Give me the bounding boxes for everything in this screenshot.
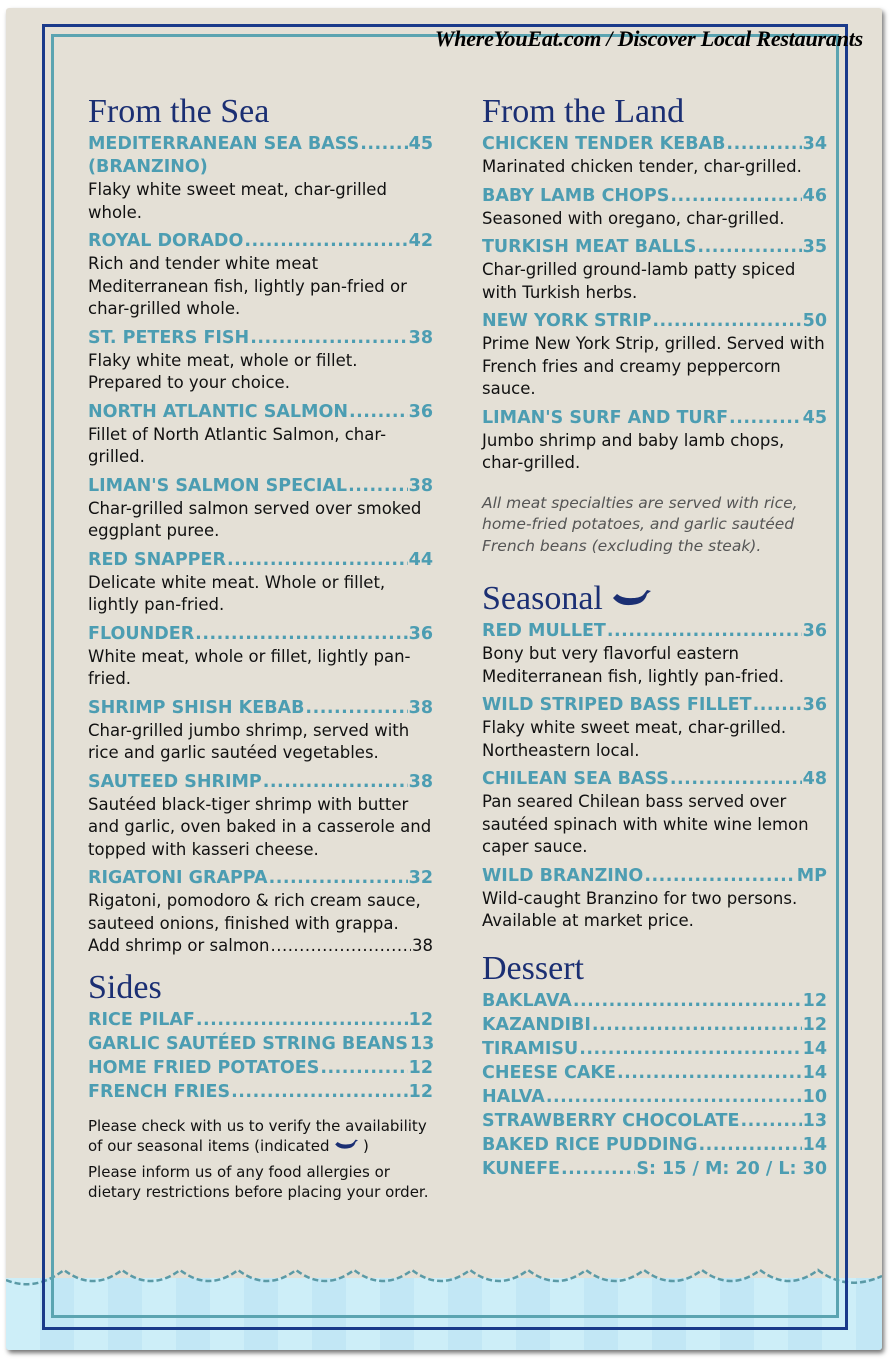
section-title-sides: Sides xyxy=(88,968,162,1006)
menu-item xyxy=(88,1033,433,1056)
item-name: ST. PETERS FISH xyxy=(88,327,250,348)
item-description: Rigatoni, pomodoro & rich cream sauce, sauteed onions, finished with grappa. xyxy=(88,891,421,933)
menu-item xyxy=(88,771,433,862)
menu-item xyxy=(482,133,827,179)
dot-leader xyxy=(250,327,407,350)
menu-item-header xyxy=(88,1033,433,1056)
dot-leader xyxy=(195,623,407,646)
dot-leader xyxy=(320,1057,407,1080)
item-description: Flaky white sweet meat, char-grilled whole. xyxy=(88,180,387,222)
dot-leader xyxy=(726,133,801,156)
menu-item-header xyxy=(88,1009,433,1032)
item-price: 45 xyxy=(802,407,827,428)
item-name: HALVA xyxy=(482,1086,545,1107)
item-price: 48 xyxy=(802,769,827,789)
item-price: 14 xyxy=(802,1134,827,1155)
item-name: RICE PILAF xyxy=(88,1009,195,1030)
item-price: 12 xyxy=(408,1009,433,1030)
item-price: 10 xyxy=(802,1086,827,1107)
menu-item xyxy=(88,475,433,543)
item-description: White meat, whole or fillet, lightly pan-fried. xyxy=(88,646,411,688)
item-description: Char-grilled jumbo shrimp, served with rice and garlic sautéed vegetables. xyxy=(88,720,410,762)
item-name: ROYAL DORADO xyxy=(88,231,244,251)
dot-leader xyxy=(740,1110,801,1133)
item-price: 36 xyxy=(408,623,433,644)
item-name: LIMAN'S SALMON SPECIAL xyxy=(88,475,348,496)
item-name: CHEESE CAKE xyxy=(482,1062,616,1083)
item-price: 13 xyxy=(409,1033,435,1054)
item-price: 42 xyxy=(408,231,433,251)
footnotes xyxy=(88,1116,433,1202)
allergy-note: Please inform us of any food allergies or dietary restrictions before placing your order. xyxy=(88,1162,429,1201)
item-name: STRAWBERRY CHOCOLATE xyxy=(482,1110,740,1131)
menu-item-header xyxy=(88,867,433,890)
menu-item-header xyxy=(482,1158,827,1181)
item-price: S: 15 / M: 20 / L: 30 xyxy=(636,1158,827,1179)
section-title-sea: From the Sea xyxy=(88,93,270,130)
dot-leader xyxy=(699,1134,802,1157)
dot-leader xyxy=(573,990,802,1013)
menu-item xyxy=(482,694,827,762)
dot-leader xyxy=(231,1081,408,1104)
menu-item-header xyxy=(88,327,433,350)
menu-item xyxy=(482,236,827,304)
section-title-seasonal xyxy=(482,579,827,619)
dot-leader xyxy=(244,230,407,253)
item-description: Flaky white meat, whole or fillet. Prepared to your choice. xyxy=(88,350,358,392)
menu-item-header xyxy=(88,623,433,646)
addon-row xyxy=(88,935,433,958)
dot-leader xyxy=(644,865,795,888)
item-description: Prime New York Strip, grilled. Served with French fries and creamy peppercorn sauce. xyxy=(482,334,825,398)
item-price: 32 xyxy=(408,868,433,888)
menu-item xyxy=(88,623,433,691)
item-price: MP xyxy=(796,865,827,886)
menu-item xyxy=(88,1081,433,1104)
menu-item-header xyxy=(88,401,433,424)
menu-item xyxy=(482,1134,827,1157)
item-description: Delicate white meat. Whole or fillet, lightly pan-fried. xyxy=(88,572,386,614)
menu-item xyxy=(482,990,827,1013)
item-name: RIGATONI GRAPPA xyxy=(88,868,268,888)
menu-item xyxy=(482,865,827,933)
menu-item xyxy=(482,185,827,231)
item-name: KAZANDIBI xyxy=(482,1014,591,1035)
item-name: CHICKEN TENDER KEBAB xyxy=(482,134,726,154)
dot-leader xyxy=(561,1158,635,1181)
item-name: BAKED RICE PUDDING xyxy=(482,1134,698,1155)
item-description: Fillet of North Atlantic Salmon, char-grilled. xyxy=(88,424,387,466)
menu-item-header xyxy=(88,771,433,794)
item-name: KUNEFE xyxy=(482,1158,560,1179)
menu-item-header xyxy=(88,1081,433,1104)
menu-item-header xyxy=(482,990,827,1013)
dot-leader xyxy=(360,133,407,156)
item-name: BABY LAMB CHOPS xyxy=(482,185,670,206)
right-column xyxy=(482,92,827,1182)
seasonal-title-text: Seasonal xyxy=(482,580,603,617)
item-name: NORTH ATLANTIC SALMON xyxy=(88,401,348,422)
menu-item xyxy=(88,549,433,617)
dot-leader xyxy=(592,1014,802,1037)
menu-item-header xyxy=(482,1062,827,1085)
item-price: 38 xyxy=(408,327,433,348)
dot-leader xyxy=(670,185,801,208)
item-description: Char-grilled ground-lamb patty spiced with Turkish herbs. xyxy=(482,260,796,302)
menu-item xyxy=(482,1062,827,1085)
menu-item xyxy=(88,230,433,321)
item-price: 14 xyxy=(802,1038,827,1059)
dot-leader xyxy=(196,1009,408,1032)
watermark-banner: WhereYouEat.com / Discover Local Restaurants xyxy=(434,26,863,51)
menu-item-header xyxy=(482,1086,827,1109)
item-price: 38 xyxy=(408,771,433,792)
item-name: BAKLAVA xyxy=(482,990,572,1011)
menu-item xyxy=(482,1014,827,1037)
menu-item-header xyxy=(482,1110,827,1133)
menu-item xyxy=(88,327,433,395)
menu-item-header xyxy=(482,407,827,430)
item-name: NEW YORK STRIP xyxy=(482,311,652,331)
menu-item-header xyxy=(482,865,827,888)
menu-item xyxy=(482,1110,827,1133)
seasonal-list xyxy=(482,620,827,933)
section-title-dessert: Dessert xyxy=(482,949,584,987)
item-description: Char-grilled salmon served over smoked eggplant puree. xyxy=(88,498,422,540)
menu-item-header xyxy=(482,236,827,259)
item-description: Seasoned with oregano, char-grilled. xyxy=(482,208,785,228)
menu-item xyxy=(88,867,433,958)
menu-item-header xyxy=(88,133,433,156)
item-price: 34 xyxy=(802,134,827,154)
item-price: 46 xyxy=(802,185,827,206)
item-price: 12 xyxy=(802,1014,827,1035)
item-name: TURKISH MEAT BALLS xyxy=(482,237,697,257)
item-description: Jumbo shrimp and baby lamb chops, char-grilled. xyxy=(482,430,785,472)
whale-icon xyxy=(334,1139,358,1151)
item-description: Marinated chicken tender, char-grilled. xyxy=(482,157,802,176)
menu-item xyxy=(482,1038,827,1061)
menu-item xyxy=(88,1009,433,1032)
dot-leader xyxy=(227,549,408,572)
menu-item-header xyxy=(482,620,827,643)
item-name-continued: (BRANZINO) xyxy=(88,157,208,177)
dot-leader xyxy=(753,694,802,717)
item-price: 12 xyxy=(408,1081,433,1102)
dot-leader xyxy=(579,1038,801,1061)
addon-price: 38 xyxy=(412,936,433,955)
dot-leader xyxy=(617,1062,802,1085)
menu-item-header xyxy=(88,475,433,498)
item-price: 35 xyxy=(802,237,827,257)
item-description: Bony but very flavorful eastern Mediterranean fish, lightly pan-fried. xyxy=(482,644,785,686)
item-description: Pan seared Chilean bass served over sautéed spinach with white wine lemon caper sauce. xyxy=(482,792,809,856)
menu-item-header xyxy=(482,1014,827,1037)
menu-item xyxy=(88,401,433,469)
item-price: 12 xyxy=(408,1057,433,1078)
item-name: MEDITERRANEAN SEA BASS xyxy=(88,134,360,154)
item-name: TIRAMISU xyxy=(482,1038,579,1059)
item-price: 38 xyxy=(408,697,433,718)
item-price: 38 xyxy=(408,475,433,496)
menu-item xyxy=(482,620,827,688)
dot-leader xyxy=(305,697,407,720)
item-name: RED MULLET xyxy=(482,621,606,641)
note-paren: ) xyxy=(363,1136,369,1155)
menu-item-header xyxy=(482,133,827,156)
menu-item-header xyxy=(88,230,433,253)
item-name: FLOUNDER xyxy=(88,623,195,644)
item-name: FRENCH FRIES xyxy=(88,1081,231,1102)
menu-item-header xyxy=(482,185,827,208)
menu-item xyxy=(88,1057,433,1080)
item-price: 36 xyxy=(802,621,827,641)
dot-leader xyxy=(670,768,802,791)
menu-item-header xyxy=(482,1038,827,1061)
dot-leader xyxy=(607,620,802,643)
item-name: SHRIMP SHISH KEBAB xyxy=(88,697,305,718)
menu-item xyxy=(482,1086,827,1109)
menu-item xyxy=(482,407,827,475)
menu-item-header xyxy=(88,549,433,572)
menu-item-header xyxy=(482,310,827,333)
item-price: 14 xyxy=(802,1062,827,1083)
menu-item xyxy=(482,1158,827,1181)
menu-item xyxy=(482,768,827,859)
item-name: SAUTEED SHRIMP xyxy=(88,771,262,792)
menu-item-header xyxy=(482,1134,827,1157)
item-description: Wild-caught Branzino for two persons. Available at market price. xyxy=(482,888,798,930)
item-name: CHILEAN SEA BASS xyxy=(482,769,669,789)
dot-leader xyxy=(263,771,408,794)
dot-leader xyxy=(729,407,802,430)
item-price: 13 xyxy=(802,1110,827,1131)
item-price: 50 xyxy=(802,311,827,331)
item-price: 12 xyxy=(802,990,827,1011)
menu-item-header xyxy=(88,697,433,720)
menu-item-header xyxy=(88,1057,433,1080)
item-name: RED SNAPPER xyxy=(88,549,226,570)
menu-item xyxy=(88,697,433,765)
dot-leader xyxy=(546,1086,802,1109)
item-name: HOME FRIED POTATOES xyxy=(88,1057,320,1078)
item-name: WILD BRANZINO xyxy=(482,865,644,886)
meat-note: All meat specialties are served with rice, home-fried potatoes, and garlic sautéed French beans (excluding the steak). xyxy=(482,493,798,555)
dot-leader xyxy=(269,867,408,890)
dot-leader xyxy=(270,935,411,958)
dot-leader xyxy=(349,401,408,424)
note-text: Please check with us to verify the availability of our seasonal items (indicated xyxy=(88,1116,427,1155)
item-name: GARLIC SAUTÉED STRING BEANS xyxy=(88,1033,408,1054)
dessert-list xyxy=(482,990,827,1181)
land-list xyxy=(482,133,827,475)
item-price: 36 xyxy=(408,401,433,422)
left-column xyxy=(88,92,433,1208)
dot-leader xyxy=(652,310,801,333)
item-name: LIMAN'S SURF AND TURF xyxy=(482,407,729,428)
sides-list xyxy=(88,1009,433,1104)
item-price: 45 xyxy=(408,134,433,154)
item-description: Flaky white sweet meat, char-grilled. Northeastern local. xyxy=(482,718,787,760)
item-name: WILD STRIPED BASS FILLET xyxy=(482,695,752,715)
sea-list xyxy=(88,133,433,958)
menu-item xyxy=(88,133,433,224)
dot-leader xyxy=(697,236,801,259)
item-price: 36 xyxy=(802,695,827,715)
menu-item-header xyxy=(482,768,827,791)
item-price: 44 xyxy=(408,549,433,570)
item-description: Sautéed black-tiger shrimp with butter and garlic, oven baked in a casserole and topped with kasseri cheese. xyxy=(88,794,432,859)
menu-item xyxy=(482,310,827,401)
seasonal-availability-note xyxy=(88,1116,433,1156)
whale-icon xyxy=(611,589,651,609)
menu-item-header xyxy=(482,694,827,717)
section-title-land: From the Land xyxy=(482,93,685,130)
addon-label: Add shrimp or salmon xyxy=(88,936,270,955)
item-description: Rich and tender white meat Mediterranean fish, lightly pan-fried or char-grilled whole. xyxy=(88,254,407,318)
dot-leader xyxy=(348,475,408,498)
